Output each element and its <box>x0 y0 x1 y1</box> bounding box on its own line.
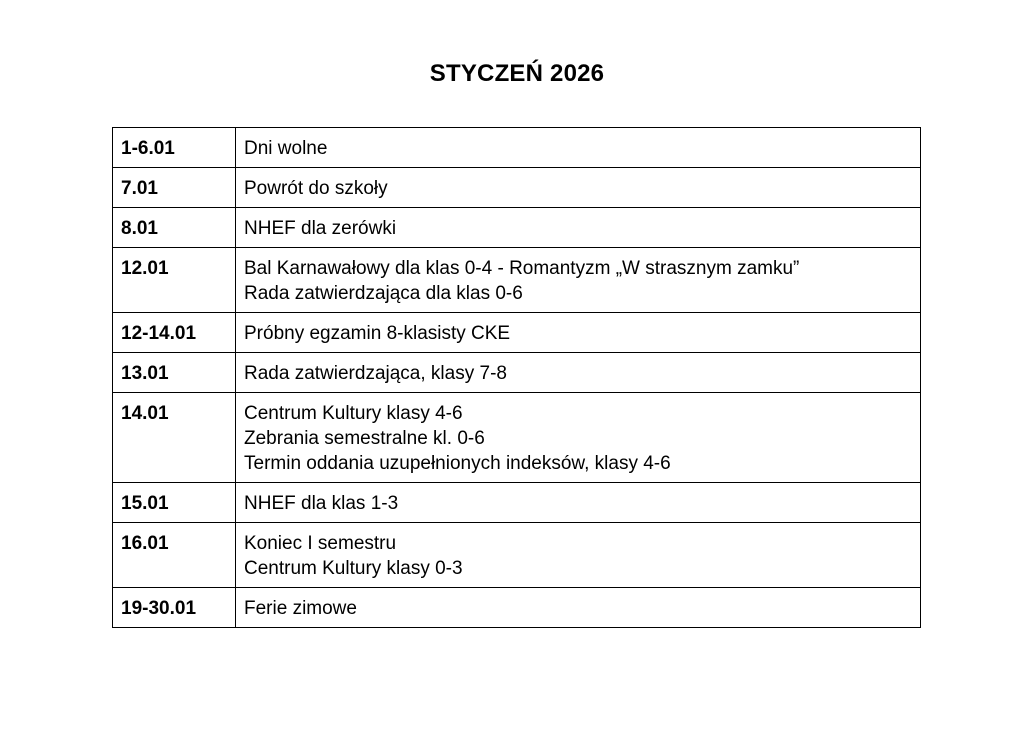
date-cell: 16.01 <box>113 523 236 588</box>
table-row <box>113 168 921 208</box>
event-text: Centrum Kultury klasy 4-6 <box>244 403 463 424</box>
event-text: Rada zatwierdzająca, klasy 7-8 <box>244 363 507 384</box>
table-row <box>113 128 921 168</box>
date-cell: 19-30.01 <box>113 588 236 628</box>
schedule-table <box>112 127 921 628</box>
event-text: Bal Karnawałowy dla klas 0-4 - Romantyzm „W strasznym zamku” <box>244 258 800 279</box>
event-cell <box>236 168 921 208</box>
event-cell <box>236 393 921 483</box>
date-cell: 8.01 <box>113 208 236 248</box>
event-text: NHEF dla zerówki <box>244 218 397 239</box>
event-text: Próbny egzamin 8-klasisty CKE <box>244 323 511 344</box>
event-text: NHEF dla klas 1-3 <box>244 493 399 514</box>
table-row <box>113 208 921 248</box>
table-row <box>113 248 921 313</box>
event-text: Termin oddania uzupełnionych indeksów, klasy 4-6 <box>244 453 671 474</box>
table-row <box>113 523 921 588</box>
event-cell <box>236 313 921 353</box>
event-cell <box>236 588 921 628</box>
event-cell <box>236 128 921 168</box>
event-text: Ferie zimowe <box>244 598 357 619</box>
event-text: Centrum Kultury klasy 0-3 <box>244 558 463 579</box>
table-row <box>113 353 921 393</box>
event-text: Zebrania semestralne kl. 0-6 <box>244 428 485 449</box>
event-text: Rada zatwierdzająca dla klas 0-6 <box>244 283 523 304</box>
date-cell: 12.01 <box>113 248 236 313</box>
event-cell <box>236 523 921 588</box>
schedule-body <box>113 128 921 628</box>
event-text: Dni wolne <box>244 138 328 159</box>
date-cell: 12-14.01 <box>113 313 236 353</box>
event-text: Koniec I semestru <box>244 533 397 554</box>
event-cell <box>236 483 921 523</box>
event-cell <box>236 353 921 393</box>
table-row <box>113 483 921 523</box>
event-cell <box>236 248 921 313</box>
page-title: STYCZEŃ 2026 <box>429 60 605 87</box>
table-row <box>113 588 921 628</box>
date-cell: 15.01 <box>113 483 236 523</box>
table-row <box>113 313 921 353</box>
event-text: Powrót do szkoły <box>244 178 388 199</box>
date-cell: 14.01 <box>113 393 236 483</box>
date-cell: 1-6.01 <box>113 128 236 168</box>
date-cell: 7.01 <box>113 168 236 208</box>
table-row <box>113 393 921 483</box>
event-cell <box>236 208 921 248</box>
date-cell: 13.01 <box>113 353 236 393</box>
